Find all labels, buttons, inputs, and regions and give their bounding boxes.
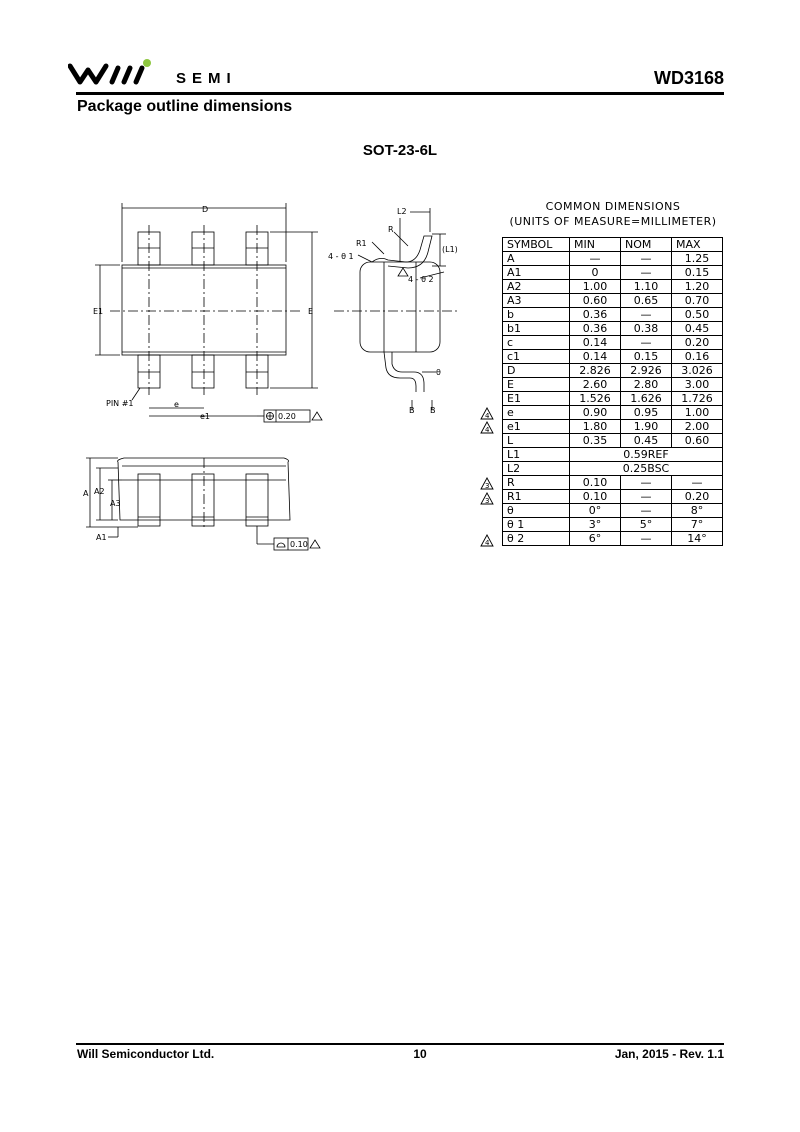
label-E: E — [308, 307, 314, 316]
label-D: D — [202, 205, 209, 214]
table-row — [503, 294, 723, 308]
table-header-row — [503, 238, 723, 252]
label-E1: E1 — [93, 307, 104, 316]
cell-max: 0.50 — [672, 308, 723, 322]
cell-nom: 1.626 — [621, 392, 672, 406]
cell-max: 8° — [672, 504, 723, 518]
table-row — [503, 490, 723, 504]
cell-min: 0.36 — [570, 308, 621, 322]
cell-min: 0 — [570, 266, 621, 280]
cell-symbol: θ 1 — [503, 518, 570, 532]
cell-symbol: L1 — [503, 448, 570, 462]
cell-nom: — — [621, 490, 672, 504]
package-title: SOT-23-6L — [362, 142, 438, 159]
cell-max: 1.20 — [672, 280, 723, 294]
cell-symbol: L2 — [503, 462, 570, 476]
footer-company: Will Semiconductor Ltd. — [77, 1047, 215, 1061]
label-L2: L2 — [397, 207, 407, 216]
cell-symbol: A3 — [503, 294, 570, 308]
label-A3: A3 — [110, 499, 121, 508]
table-row — [503, 462, 723, 476]
cell-min: 1.80 — [570, 420, 621, 434]
cell-min: — — [570, 252, 621, 266]
header-symbol: SYMBOL — [503, 238, 570, 252]
cell-max: 7° — [672, 518, 723, 532]
cell-symbol: b1 — [503, 322, 570, 336]
cell-symbol: e — [503, 406, 570, 420]
cell-max: 0.15 — [672, 266, 723, 280]
table-row — [503, 322, 723, 336]
table-row — [503, 392, 723, 406]
cell-nom: 2.926 — [621, 364, 672, 378]
table-row — [503, 420, 723, 434]
note-triangle-icon — [480, 534, 494, 547]
cell-nom: 0.95 — [621, 406, 672, 420]
table-row — [503, 308, 723, 322]
cell-min: 0.10 — [570, 490, 621, 504]
cell-symbol: D — [503, 364, 570, 378]
table-row — [503, 448, 723, 462]
note-triangle-icon — [480, 477, 494, 490]
label-theta1: 4 - θ 1 — [328, 252, 354, 261]
label-tolerance-coplanarity: 0.10 — [290, 540, 308, 549]
cell-min: 0.60 — [570, 294, 621, 308]
cell-nom: — — [621, 476, 672, 490]
cell-max: 1.726 — [672, 392, 723, 406]
cell-nom: 1.90 — [621, 420, 672, 434]
cell-symbol: A — [503, 252, 570, 266]
footer-page-number: 10 — [413, 1047, 427, 1061]
cell-value-span: 0.59REF — [570, 448, 723, 462]
cell-max: 0.45 — [672, 322, 723, 336]
cell-symbol: E — [503, 378, 570, 392]
cell-symbol: c — [503, 336, 570, 350]
cell-max: 0.20 — [672, 490, 723, 504]
label-pin1: PIN #1 — [106, 399, 134, 408]
cell-nom: — — [621, 308, 672, 322]
cell-nom: 2.80 — [621, 378, 672, 392]
dimensions-caption-line1: COMMON DIMENSIONS — [545, 200, 681, 213]
cell-nom: — — [621, 336, 672, 350]
note-number: 3 — [485, 496, 490, 505]
label-B-right: B — [430, 406, 436, 415]
label-R1: R1 — [356, 239, 367, 248]
cell-nom: 1.10 — [621, 280, 672, 294]
cell-symbol: θ 2 — [503, 532, 570, 546]
cell-nom: 5° — [621, 518, 672, 532]
cell-min: 0° — [570, 504, 621, 518]
cell-max: 1.00 — [672, 406, 723, 420]
label-e: e — [174, 400, 179, 409]
table-row — [503, 434, 723, 448]
note-triangle-icon — [480, 421, 494, 434]
cell-symbol: e1 — [503, 420, 570, 434]
cell-min: 0.14 — [570, 336, 621, 350]
cell-nom: 0.45 — [621, 434, 672, 448]
label-A: A — [83, 489, 89, 498]
cell-max: 3.026 — [672, 364, 723, 378]
dimensions-caption-line2: (UNITS OF MEASURE=MILLIMETER) — [509, 215, 717, 228]
document-id: WD3168 — [653, 68, 724, 88]
cell-symbol: L — [503, 434, 570, 448]
cell-max: 1.25 — [672, 252, 723, 266]
cell-max: 3.00 — [672, 378, 723, 392]
label-tolerance-position: 0.20 — [278, 412, 296, 421]
cell-max: — — [672, 476, 723, 490]
cell-max: 0.16 — [672, 350, 723, 364]
header-nom: NOM — [621, 238, 672, 252]
dimensions-table — [502, 237, 723, 546]
table-row — [503, 476, 723, 490]
cell-nom: 0.15 — [621, 350, 672, 364]
cell-value-span: 0.25BSC — [570, 462, 723, 476]
footer-date-revision: Jan, 2015 - Rev. 1.1 — [614, 1047, 724, 1061]
header-min: MIN — [570, 238, 621, 252]
cell-max: 0.20 — [672, 336, 723, 350]
cell-symbol: A1 — [503, 266, 570, 280]
cell-symbol: b — [503, 308, 570, 322]
note-triangle-icon — [480, 407, 494, 420]
label-theta: θ — [436, 368, 441, 377]
header-max: MAX — [672, 238, 723, 252]
note-triangle-icon — [480, 492, 494, 505]
cell-min: 1.00 — [570, 280, 621, 294]
cell-max: 2.00 — [672, 420, 723, 434]
cell-symbol: θ — [503, 504, 570, 518]
cell-symbol: R1 — [503, 490, 570, 504]
table-row — [503, 252, 723, 266]
label-A1: A1 — [96, 533, 107, 542]
cell-nom: 0.38 — [621, 322, 672, 336]
cell-nom: — — [621, 252, 672, 266]
cell-symbol: E1 — [503, 392, 570, 406]
cell-min: 2.826 — [570, 364, 621, 378]
section-title: Package outline dimensions — [77, 98, 293, 115]
cell-symbol: c1 — [503, 350, 570, 364]
table-row — [503, 266, 723, 280]
label-theta2: 4 - θ 2 — [408, 275, 434, 284]
note-number: 4 — [485, 425, 490, 434]
cell-max: 0.70 — [672, 294, 723, 308]
cell-max: 14° — [672, 532, 723, 546]
note-number: 4 — [485, 411, 490, 420]
label-e1: e1 — [200, 412, 211, 421]
table-row — [503, 336, 723, 350]
note-number: 4 — [485, 539, 490, 547]
cell-min: 0.36 — [570, 322, 621, 336]
table-row — [503, 532, 723, 546]
table-row — [503, 280, 723, 294]
cell-nom: — — [621, 266, 672, 280]
cell-min: 6° — [570, 532, 621, 546]
cell-min: 0.35 — [570, 434, 621, 448]
label-A2: A2 — [94, 487, 105, 496]
cell-max: 0.60 — [672, 434, 723, 448]
table-row — [503, 378, 723, 392]
table-row — [503, 350, 723, 364]
cell-nom: — — [621, 532, 672, 546]
footer-rule — [76, 1043, 724, 1045]
note-number: 3 — [485, 482, 490, 491]
cell-min: 0.14 — [570, 350, 621, 364]
cell-symbol: A2 — [503, 280, 570, 294]
table-row — [503, 364, 723, 378]
cell-nom: — — [621, 504, 672, 518]
table-row — [503, 518, 723, 532]
cell-min: 2.60 — [570, 378, 621, 392]
label-R: R — [388, 225, 394, 234]
cell-min: 1.526 — [570, 392, 621, 406]
logo-text: SEMI — [176, 70, 237, 87]
label-L1: (L1) — [442, 245, 458, 254]
cell-min: 3° — [570, 518, 621, 532]
table-row — [503, 406, 723, 420]
cell-min: 0.10 — [570, 476, 621, 490]
cell-nom: 0.65 — [621, 294, 672, 308]
cell-symbol: R — [503, 476, 570, 490]
label-B-left: B — [409, 406, 415, 415]
cell-min: 0.90 — [570, 406, 621, 420]
table-row — [503, 504, 723, 518]
dimensions-caption — [500, 199, 726, 229]
